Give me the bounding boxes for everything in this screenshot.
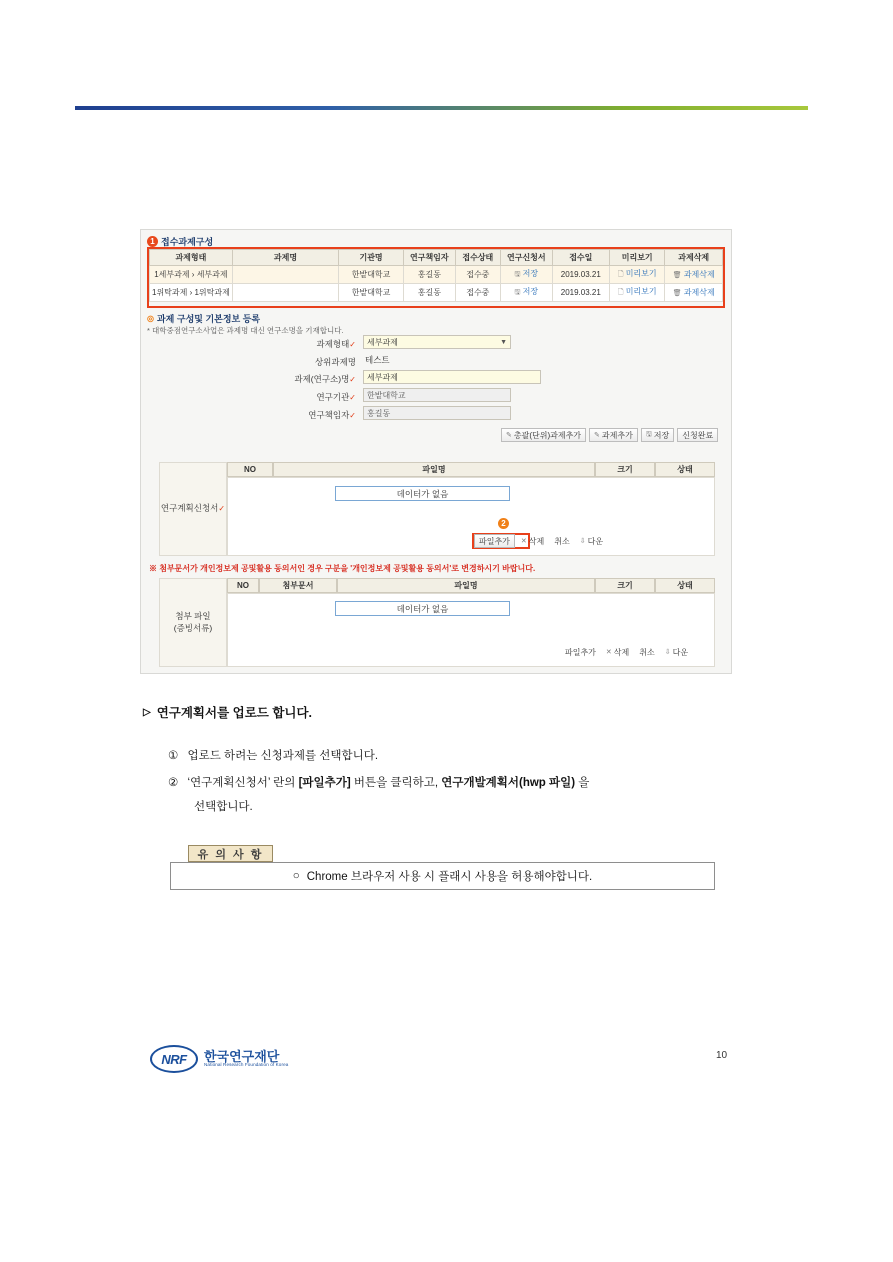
cell-task-type: 1세부과제 › 세부과제: [150, 266, 233, 284]
cell-date: 2019.03.21: [552, 266, 609, 284]
delete-icon: 🗑: [672, 272, 682, 279]
add-file-button-reference: [파일추가]: [298, 777, 351, 789]
cell-task-type: 1위탁과제 › 1위탁과제: [150, 284, 233, 302]
list-item-part1: ‘연구계획신청서’ 란의: [187, 777, 299, 789]
required-mark: ✓: [349, 411, 356, 420]
plan-file-buttons: [474, 534, 607, 548]
field-label-0: 과제형태✓: [316, 339, 356, 349]
cell-delete[interactable]: 🗑 과제삭제: [665, 266, 723, 284]
plan-add-file-button[interactable]: 파일추가: [474, 534, 515, 548]
download-icon: ⇩: [579, 538, 586, 545]
task-grid: [149, 249, 723, 302]
pencil-icon: ✎: [506, 432, 512, 439]
plan-th-filename: 파일명: [273, 462, 595, 477]
list-item-number: ②: [168, 777, 179, 789]
page-title-text: 연구계획서를 업로드 합니다.: [156, 706, 313, 720]
submit-complete-button[interactable]: 신청완료: [677, 428, 718, 442]
cell-preview[interactable]: 🗋 미리보기: [609, 284, 664, 302]
attach-file-buttons: [561, 645, 692, 659]
plan-file-side-label: 연구계획신청서✓: [160, 503, 226, 514]
list-item-part2: 버튼을 클릭하고,: [353, 777, 442, 789]
footer-logo: [150, 1044, 290, 1074]
list-item-number: ①: [168, 750, 179, 762]
parent-task-name-value: 테스트: [365, 355, 390, 365]
cell-org: 한밭대학교: [339, 266, 404, 284]
cell-org: 한밭대학교: [339, 284, 404, 302]
cell-status: 접수중: [455, 284, 500, 302]
field-label-2: 과제(연구소)명✓: [294, 374, 356, 384]
required-mark: ✓: [349, 340, 356, 349]
section2-label: 과제 구성및 기본정보 등록: [156, 314, 261, 324]
save-icon: 🖫: [514, 271, 521, 278]
task-type-select[interactable]: 세부과제 ▼: [363, 335, 511, 349]
plan-cancel-button[interactable]: 취소: [554, 536, 570, 546]
triangle-bullet-icon: ▷: [143, 706, 151, 718]
notice-box: [170, 862, 715, 890]
attach-file-side-label: 첨부 파일 (증빙서류): [173, 611, 213, 633]
attach-cancel-button[interactable]: 취소: [639, 647, 655, 657]
header-rule: [75, 106, 808, 110]
cell-delete[interactable]: 🗑 과제삭제: [665, 284, 723, 302]
task-grid-wrapper: [149, 249, 723, 302]
nrf-logo-en: National Research Foundation of Korea: [204, 1062, 289, 1068]
task-grid-header-row: [150, 250, 723, 266]
th-task-name: 과제명: [232, 250, 338, 266]
attach-warning-text: ※ 첨부문서가 개인정보제 공및활용 동의서인 경우 구분을 '개인정보제 공및활용 동의서'로 변경하시기 바랍니다.: [149, 564, 536, 573]
field-label-3: 연구기관✓: [316, 392, 356, 402]
add-task-button[interactable]: ✎ 과제추가: [589, 428, 638, 442]
add-overall-task-button[interactable]: ✎ 총괄(단위)과제추가: [501, 428, 586, 442]
screenshot-panel: [140, 229, 732, 674]
x-icon: ✕: [605, 649, 612, 656]
th-application: 연구신청서: [501, 250, 553, 266]
table-row[interactable]: [150, 284, 723, 302]
plan-th-no: NO: [227, 462, 273, 477]
plan-delete-file-button[interactable]: ✕ 삭제: [520, 536, 545, 546]
circle-bullet-icon: ◎: [147, 314, 154, 323]
cell-status: 접수중: [455, 266, 500, 284]
research-manager-input[interactable]: 홍길동: [363, 406, 511, 420]
cell-task-name: [232, 266, 338, 284]
attach-th-no: NO: [227, 578, 259, 593]
circle-bullet-icon: ○: [292, 870, 300, 882]
list-item-label: 업로드 하려는 신청과제를 선택합니다.: [187, 750, 379, 762]
step-badge-2: 2: [498, 518, 509, 529]
section-기본정보등록-title: [147, 312, 260, 325]
research-org-input[interactable]: 한밭대학교: [363, 388, 511, 402]
cell-task-name: [232, 284, 338, 302]
cell-manager: 홍길동: [404, 284, 456, 302]
preview-icon: 🗋: [617, 289, 624, 296]
attach-th-size: 크기: [595, 578, 655, 593]
cell-application[interactable]: 🖫 저장: [501, 266, 553, 284]
task-name-input[interactable]: 세부과제: [363, 370, 541, 384]
step-badge-2-wrapper: [498, 518, 509, 529]
notice-text: Chrome 브라우저 사용 시 플래시 사용을 허용해야합니다.: [306, 871, 593, 883]
th-task-type: 과제형태: [150, 250, 233, 266]
required-mark: ✓: [349, 393, 356, 402]
plan-doc-reference: 연구개발계획서(hwp 파일): [441, 777, 576, 789]
attach-add-file-button[interactable]: 파일추가: [565, 647, 596, 657]
pencil-icon: ✎: [594, 432, 600, 439]
section1-label: 접수과제구성: [161, 237, 214, 247]
plan-th-size: 크기: [595, 462, 655, 477]
preview-icon: 🗋: [617, 271, 624, 278]
save-icon: 🖫: [514, 289, 521, 296]
list-item-line2: 선택합니다.: [194, 801, 253, 813]
plan-th-status: 상태: [655, 462, 715, 477]
cell-application[interactable]: 🖫 저장: [501, 284, 553, 302]
page-number: 10: [716, 1050, 728, 1061]
attach-th-doc: 첨부문서: [259, 578, 337, 593]
required-mark: ✓: [349, 375, 356, 384]
attach-file-empty-message: 데이터가 없음: [335, 601, 510, 616]
cell-preview[interactable]: 🗋 미리보기: [609, 266, 664, 284]
table-row[interactable]: [150, 266, 723, 284]
th-date: 접수일: [552, 250, 609, 266]
chevron-down-icon: ▼: [500, 338, 507, 346]
th-org: 기관명: [339, 250, 404, 266]
notice-tab-label: 유 의 사 항: [188, 845, 273, 862]
list-item: [168, 748, 378, 766]
th-delete: 과제삭제: [665, 250, 723, 266]
page-title: [143, 703, 312, 721]
section2-note: * 대학중점연구소사업은 과제명 대신 연구소명을 기재합니다.: [147, 326, 344, 335]
th-status: 접수상태: [455, 250, 500, 266]
cell-date: 2019.03.21: [552, 284, 609, 302]
nrf-logo-kr: 한국연구재단: [204, 1048, 280, 1064]
field-label-4: 연구책임자✓: [308, 410, 356, 420]
cell-manager: 홍길동: [404, 266, 456, 284]
nrf-logo-text: [204, 1050, 288, 1068]
list-item-part3: 을: [578, 777, 590, 789]
list-item-continuation: [194, 799, 253, 817]
attach-th-status: 상태: [655, 578, 715, 593]
download-icon: ⇩: [664, 649, 671, 656]
attach-download-button[interactable]: ⇩ 다운: [664, 647, 689, 657]
th-manager: 연구책임자: [404, 250, 456, 266]
step-badge-1: 1: [147, 236, 158, 247]
form-action-buttons: [501, 428, 718, 442]
th-preview: 미리보기: [609, 250, 664, 266]
save-button[interactable]: 🖫 저장: [641, 428, 674, 442]
field-label-1: 상위과제명: [314, 357, 356, 367]
list-item: [168, 775, 753, 793]
plan-file-empty-message: 데이터가 없음: [335, 486, 510, 501]
x-icon: ✕: [520, 538, 527, 545]
plan-download-button[interactable]: ⇩ 다운: [579, 536, 604, 546]
attach-delete-file-button[interactable]: ✕ 삭제: [605, 647, 630, 657]
save-icon: 🖫: [645, 430, 652, 438]
attach-th-filename: 파일명: [337, 578, 595, 593]
required-mark: ✓: [218, 504, 226, 514]
nrf-logo-icon: NRF: [150, 1045, 198, 1073]
delete-icon: 🗑: [672, 290, 682, 297]
